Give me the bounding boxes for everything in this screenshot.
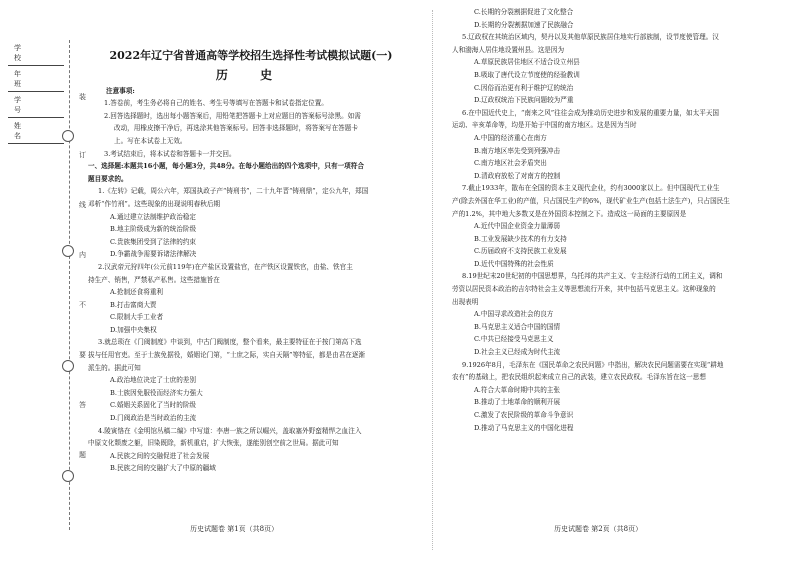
- seal-char: 答: [79, 401, 86, 409]
- question-text: 劳资以居民资本政治的吉尔特社会主义等思想流行开来，其中包括马克思主义。这种现象的: [452, 285, 716, 294]
- answer-option: B.吸取了唐代设立节度使的经验教训: [474, 70, 580, 79]
- notice-line: 1.答卷前，考生务必将自己的姓名、考生号等填写在答题卡和试卷指定位置。: [104, 99, 328, 108]
- answer-option: A.中国的经济重心在南方: [474, 133, 547, 142]
- page-footer: 历史试题卷 第1页（共8页）: [190, 525, 279, 533]
- answer-option: C.限制大手工业者: [110, 313, 164, 322]
- seal-char: 不: [79, 301, 86, 309]
- exam-title: 2022年辽宁省普通高等学校招生选择性考试模拟试题(一): [109, 49, 393, 62]
- question-list: [88, 185, 414, 475]
- answer-option: D.清政府放松了对南方的控制: [474, 171, 561, 180]
- answer-option: C.因俗而治更有利于维护辽的统治: [474, 83, 574, 92]
- question-stem: 6.在中国近代史上，“南来之风”往往会成为推动历史进步和发展的重要力量，如太平天国: [462, 108, 719, 117]
- page-2-column: [452, 6, 774, 434]
- question-text: 邓析“作竹刑”。这些现象的出现说明春秋后期: [88, 199, 221, 208]
- answer-option: B.地主阶级成为新的统治阶级: [110, 225, 197, 234]
- section-heading: 一、选择题:本题共16小题，每小题3分，共48分。在每小题给出的四个选项中，只有一项符合: [88, 162, 364, 171]
- answer-option: A.抢制还食将重利: [110, 288, 164, 297]
- answer-option: D.辽政权统治下民族问题较为严重: [474, 96, 574, 105]
- answer-option: B.士族因免服役而经济实力强大: [110, 388, 203, 397]
- seal-char: 订: [79, 151, 86, 159]
- question-text: 拔与任用官吏。至于士族免据役，婚姻论门第，“士庶之际，实自天隔”等特征，都是由君在逐渐: [88, 351, 366, 360]
- answer-option: A.近代中国企业资金力量薄弱: [474, 222, 560, 231]
- answer-option: C.婚姻关系固化了当时的阶级: [110, 401, 197, 410]
- answer-option: D.社会主义已经成为时代主流: [474, 348, 561, 357]
- question-stem: 1.《左转》记载，周公六年，郑国执政子产“铸刑书”，二十九年晋“铸刑鼎”，定公九年，郑国: [98, 187, 369, 196]
- field-class-blank[interactable]: [30, 66, 64, 92]
- answer-option: A.中国寻求改造社会的良方: [474, 310, 554, 319]
- seal-char: 线: [79, 201, 86, 209]
- answer-option: C.长期的分裂割据促进了文化整合: [474, 8, 574, 16]
- answer-option: C.贵族集团受到了法律的约束: [110, 237, 197, 246]
- student-info-table: [8, 40, 64, 144]
- binding-hole: [62, 245, 74, 257]
- answer-option: B.南方地区率先受到列强冲击: [474, 146, 561, 155]
- question-stem: 9.1926年8月，毛泽东在《国民革命之农民问题》中指出，解决农民问题需要在实现“耕地: [462, 360, 724, 369]
- answer-option: D.加强中央集权: [110, 325, 157, 334]
- question-text: 农有”的基础上，把农民组织起来成立自己的武装，建立农民政权。毛泽东旨在这一思想: [452, 373, 706, 382]
- answer-option: B.打击富商大贾: [110, 300, 157, 309]
- question-text: 人和渤海人居住地设置州县。这是因为: [452, 45, 565, 54]
- question-stem: 3.就总琐在《门阀制度》中谈到，中古门阀制度，整个看来，最主要特征在于按门第高下选: [98, 338, 362, 347]
- answer-option: B.推动了土地革命的顺利开展: [474, 398, 561, 407]
- answer-option: D.近代中国特殊的社会性质: [474, 259, 554, 268]
- answer-option: D.长期的分裂割据加速了民族融合: [474, 20, 574, 29]
- question-text: 运动、辛亥革命等，均是开始于中国的南方地区。这是因为当时: [452, 121, 637, 130]
- question-stem: 4.陵寅恪在《金明馆丛稿二编》中写道：李唐一族之所以崛兴，盖取塞外野蛮精悍之血注入: [98, 426, 362, 435]
- answer-option: A.符合大革命时期中共的主张: [474, 385, 560, 394]
- notice-heading: 注意事项:: [106, 86, 135, 95]
- question-stem: 7.截止1933年，散布在全国的资本主义现代企业，约有3000家以上。但中国现代工业生: [462, 184, 720, 193]
- answer-option: C.激发了农民阶级的革命斗争意识: [474, 411, 574, 419]
- field-school: 学 校: [8, 40, 30, 66]
- answer-option: C.南方地区社会矛盾突出: [474, 159, 547, 168]
- answer-option: D.门阀政治是当时政治的主流: [110, 414, 197, 423]
- answer-option: B.马克思主义适合中国的国情: [474, 322, 561, 331]
- answer-option: B.工业发展缺少技术的有力支持: [474, 234, 567, 243]
- question-stem: 5.辽政权在其统治区域内，契丹以及其他草原民族居住地实行部族制，设节度使管理。汉: [462, 33, 719, 42]
- binding-hole: [62, 130, 74, 142]
- answer-option: A.政治地位决定了士庶的差别: [110, 376, 196, 385]
- field-name-blank[interactable]: [30, 118, 64, 144]
- notice-line: 改动，用橡皮擦干净后，再选涂其他答案标号。回答非选择题时，将答案写在答题卡: [114, 124, 358, 133]
- answer-option: A.民族之间的交融促进了社会发展: [110, 451, 210, 460]
- question-stem: 2.汉武帝元狩四年(公元前119年)在产盐区设置盐官，在产铁区设置铁官，由盐、铁官主: [98, 262, 353, 271]
- question-stem: 8.19世纪末20世纪初的中国思想界，乌托邦的共产主义、专主经济行动的工团主义，调和: [462, 272, 723, 281]
- answer-option: B.民族之间的交融扩大了中原的疆域: [110, 464, 216, 473]
- page-footer: 历史试题卷 第2页（共8页）: [554, 525, 643, 533]
- question-text: 产的1.2%，其中地大多数又是在外国资本控制之下。造成这一局面的主要原因是: [452, 209, 687, 218]
- field-student-id-blank[interactable]: [30, 92, 64, 118]
- field-name: 姓 名: [8, 118, 30, 144]
- answer-option: A.通过建立法制维护政治稳定: [110, 212, 196, 221]
- section-heading-cont: 题目要求的。: [88, 174, 128, 183]
- page-1-column: [88, 6, 414, 475]
- field-class: 年 班: [8, 66, 30, 92]
- notice-line: 2.回答选择题时，选出每小题答案后，用铅笔把答题卡上对应题目的答案标号涂黑。如需: [104, 111, 361, 120]
- question-text: 产(除去外国在华工业)的产值，只占国民生产的6%，现代矿业生产(包括土法生产)，只占国民生: [452, 196, 730, 205]
- subject-title: 历 史: [215, 68, 287, 82]
- seal-char: 装: [79, 93, 86, 101]
- question-text: 出现表明: [452, 297, 479, 306]
- field-school-blank[interactable]: [30, 40, 64, 66]
- question-text: 中原文化颓废之躯，旧染既除，新机重启，扩大恢张，遂能别创空前之世局。据此可知: [88, 439, 339, 448]
- seal-char: 内: [79, 251, 86, 259]
- question-text: 持生产、销售，严禁私产私售。这些措施旨在: [88, 275, 220, 284]
- answer-option: C.中共已经接受马克思主义: [474, 335, 554, 344]
- binding-dashed-line: [69, 40, 70, 530]
- notice-line: 3.考试结束后，将本试卷和答题卡一并交回。: [104, 149, 236, 158]
- answer-option: A.草原民族居住地区不适合设立州县: [474, 58, 580, 67]
- binding-hole: [62, 470, 74, 482]
- field-student-id: 学 号: [8, 92, 30, 118]
- notice-line: 上。写在本试卷上无效。: [114, 136, 187, 145]
- answer-option: C.历届政府不支持民族工业发展: [474, 247, 567, 256]
- page-divider: [432, 10, 433, 550]
- question-list: [452, 6, 774, 434]
- seal-char: 题: [79, 451, 86, 459]
- notice-block: [104, 97, 414, 160]
- answer-option: D.推动了马克思主义的中国化进程: [474, 423, 574, 432]
- answer-option: D.争霸战争需要诉诸法律解决: [110, 250, 197, 259]
- question-text: 派生的。据此可知: [88, 363, 141, 372]
- seal-char: 要: [79, 351, 86, 359]
- binding-hole: [62, 360, 74, 372]
